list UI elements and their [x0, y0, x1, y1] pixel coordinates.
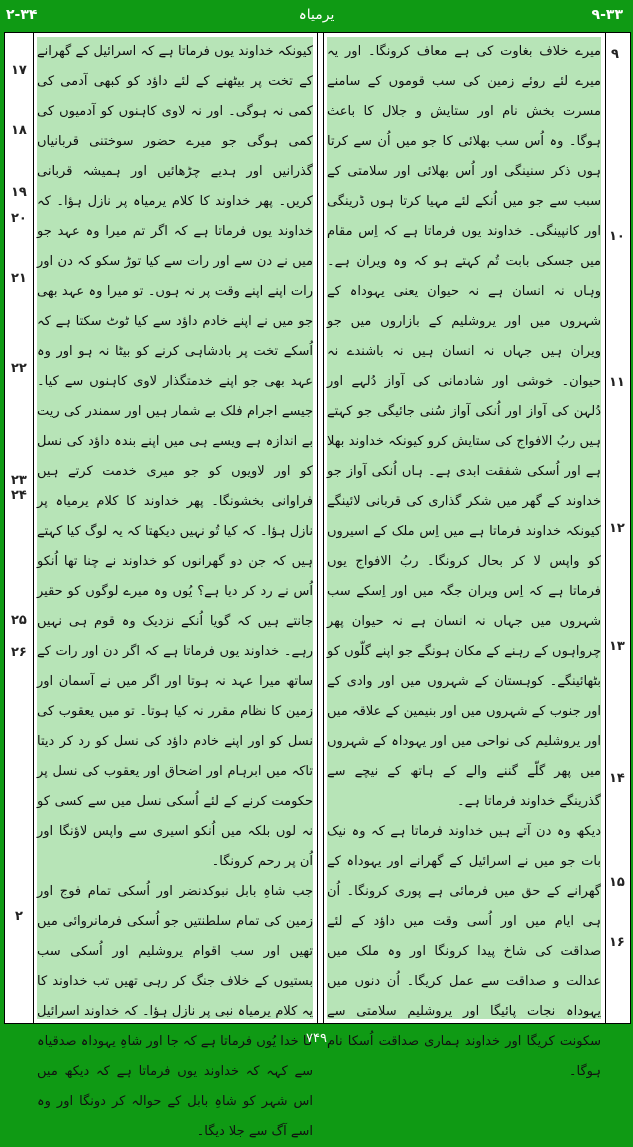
right-paragraph-2: دیکھ وہ دن آتے ہیں خداوند فرماتا ہے کہ وہ نیک بات جو میں نے اسرائیل کے گھرانے اور یہوداہ کے گھرانے کے حق میں فرمائی ہے پوری کرونگا۔ اُن ہی ایام میں اور اُسی وقت میں داؤد کے لئے صداقت کی شاخ پیدا کرونگا اور وہ ملک میں عدالت و صداقت سے عمل کریگا۔ اُن دنوں میں یہوداہ نجات پائیگا اور یروشلیم سلامتی سے سکونت کریگا اور خداوند ہماری صداقت اُسکا نام ہوگا۔: [327, 824, 601, 1079]
right-margin-divider: [605, 33, 606, 1023]
page-footer: [0, 1024, 633, 1052]
verse-number: ۲۶: [11, 645, 27, 660]
verse-number: ۲۲: [11, 361, 27, 376]
verse-number: ۱۵: [609, 875, 625, 890]
center-divider-right: [323, 33, 324, 1023]
chapter-ref-right: ۹-۳۳: [591, 7, 623, 23]
chapter-ref-left: ۲-۳۴: [6, 7, 38, 23]
page-number: ۷۴۹: [306, 1030, 327, 1046]
verse-number: ۹: [611, 47, 619, 62]
verse-number: ۲: [15, 909, 23, 924]
verse-number: ۱۳: [609, 639, 625, 654]
verse-number: ۱۴: [609, 771, 625, 786]
right-paragraph-1: میرے خلاف بغاوت کی ہے معاف کرونگا۔ اور یہ میرے لئے روئے زمین کی سب قوموں کے سامنے مسرت بخش نام اور ستایش و جلال کا باعث ہوگا۔ وہ اُس سب بھلائی کا جو میں اُن سے کرتا ہوں ذکر سنینگی اور اُس بھلائی اور سلامتی کے سبب سے جو میں اُنکے لئے مہیا کرتا ہوں ڈرینگی اور کانپینگی۔ خداوند یوں فرماتا ہے کہ اِس مقام میں جسکی بابت تُم کہتے ہو کہ وہ ویران ہے۔ وہاں نہ انسان ہے نہ حیوان یعنی یہوداہ کے شہروں میں اور یروشلیم کے بازاروں میں جو ویران ہیں جہاں نہ انسان ہیں نہ باشندے نہ حیوان۔ خوشی اور شادمانی کی آواز دُلہے اور دُلہن کی آواز اور اُنکی آواز سُنی جائیگی جو کہتے ہیں ربُ الافواج کی ستایش کرو کیونکہ خداوند بھلا ہے اور اُسکی شفقت ابدی ہے۔ ہاں اُنکی آواز جو خداوند کے گھر میں شکر گذاری کی قربانی لائینگے کیونکہ خداوند فرماتا ہے میں اِس ملک کے اسیروں کو واپس لا کر بحال کرونگا۔ ربُ الافواج یوں فرماتا ہے کہ اِس ویران جگہ میں اور اِسکے سب شہروں میں جہاں نہ انسان ہے نہ حیوان پھر چرواہوں کے رہنے کے مکان ہونگے جو اپنے گلّوں کو بٹھائینگے۔ کوہستان کے شہروں میں اور وادی کے اور جنوب کے شہروں میں اور بنیمین کے علاقہ میں اور یروشلیم کی نواحی میں اور یہوداہ کے شہروں میں پھر گلّے گننے والے کے ہاتھ کے نیچے سے گذرینگے خداوند فرماتا ہے۔: [327, 44, 601, 809]
verse-number: ۱۲: [609, 521, 625, 536]
verse-number: ۲۳: [11, 473, 27, 488]
left-paragraph-2: جب شاہِ بابل نبوکدنضر اور اُسکی تمام فوج اور زمین کی تمام سلطنتیں جو اُسکی فرمانروائی میں تھیں اور سب اقوام یروشلیم اور اُسکی سب بستیوں کے خلاف جنگ کر رہی تھیں تب خداوند کا یہ کلام یرمیاہ نبی پر نازل ہؤا۔ کہ خداوند اسرائیل کا خدا یُوں فرماتا ہے کہ جا اور شاہِ یہوداہ صدقیاہ سے کہہ کہ خداوند یوں فرماتا ہے کہ دیکھ میں اس شہر کو شاہِ بابل کے حوالہ کر دونگا اور وہ اسے آگ سے جلا دیگا۔: [37, 884, 313, 1139]
left-paragraph-1: کیونکہ خداوند یوں فرماتا ہے کہ اسرائیل کے گھرانے کے تخت پر بیٹھنے کے لئے داؤد کو کبھی آدمی کی کمی نہ ہوگی۔ اور نہ لاوی کاہنوں کو آدمیوں کی کمی ہوگی جو میرے حضور سوختنی قربانیاں گذرانیں اور ہدیے چڑھائیں اور ہمیشہ قربانی کریں۔ پھر خداوند کا کلام یرمیاہ پر نازل ہؤا۔ کہ خداوند یوں فرماتا ہے کہ اگر تم میرا وہ عہد جو میں نے دن سے اور رات سے کیا توڑ سکو کہ دن اور رات اپنے اپنے وقت پر نہ ہوں۔ تو میرا وہ عہد بھی جو میں نے اپنے خادم داؤد سے کیا ٹوٹ سکتا ہے کہ اُسکے تخت پر بادشاہی کرنے کو بیٹا نہ ہو اور وہ عہد بھی جو اپنے خدمتگذار لاوی کاہنوں سے کیا۔ جیسے اجرام فلک بے شمار ہیں اور سمندر کی ریت بے اندازہ ہے ویسے ہی میں اپنے بندہ داؤد کی نسل کو اور لاویوں کو جو میری خدمت کرتے ہیں فراوانی بخشونگا۔ پھر خداوند کا کلام یرمیاہ پر نازل ہؤا۔ کہ کیا تُو نہیں دیکھتا کہ یہ لوگ کیا کہتے ہیں کہ جن دو گھرانوں کو خداوند نے چنا تھا اُنکو اُس نے رد کر دیا ہے؟ یُوں وہ میرے لوگوں کو حقیر جانتے ہیں کہ گویا اُنکے نزدیک وہ قوم ہی نہیں رہے۔ خداوند یوں فرماتا ہے کہ اگر دن اور رات کے ساتھ میرا عہد نہ ہوتا اور اگر میں نے آسمان اور زمین کا نظام مقرر نہ کیا ہوتا۔ تو میں یعقوب کی نسل کو اور اپنے خادم داؤد کی نسل کو رد کر دیتا تاکہ میں ابرہام اور اضحاق اور یعقوب کی نسل پر حکومت کرنے کے لئے اُسکی نسل میں سے کسی کو نہ لوں بلکہ میں اُنکو اسیری سے واپس لاؤنگا اور اُن پر رحم کرونگا۔: [37, 44, 313, 869]
verse-number: ۲۰: [11, 211, 27, 226]
verse-number: ۱۹: [11, 185, 27, 200]
page-header: [0, 0, 633, 30]
verse-number: ۱۷: [11, 63, 27, 78]
book-title: یرمیاہ: [298, 7, 335, 23]
right-text-column: [327, 37, 601, 1079]
verse-number: ۱۱: [609, 375, 625, 390]
left-text-column: [37, 37, 313, 1139]
verse-number: ۱۸: [11, 123, 27, 138]
verse-number: ۱۶: [609, 935, 625, 950]
verse-number: ۲۵: [11, 613, 27, 628]
left-margin-divider: [33, 33, 34, 1023]
verse-number: ۲۱: [11, 271, 27, 286]
center-divider-left: [317, 33, 318, 1023]
verse-number: ۱۰: [609, 229, 625, 244]
verse-number: ۲۴: [11, 488, 27, 503]
